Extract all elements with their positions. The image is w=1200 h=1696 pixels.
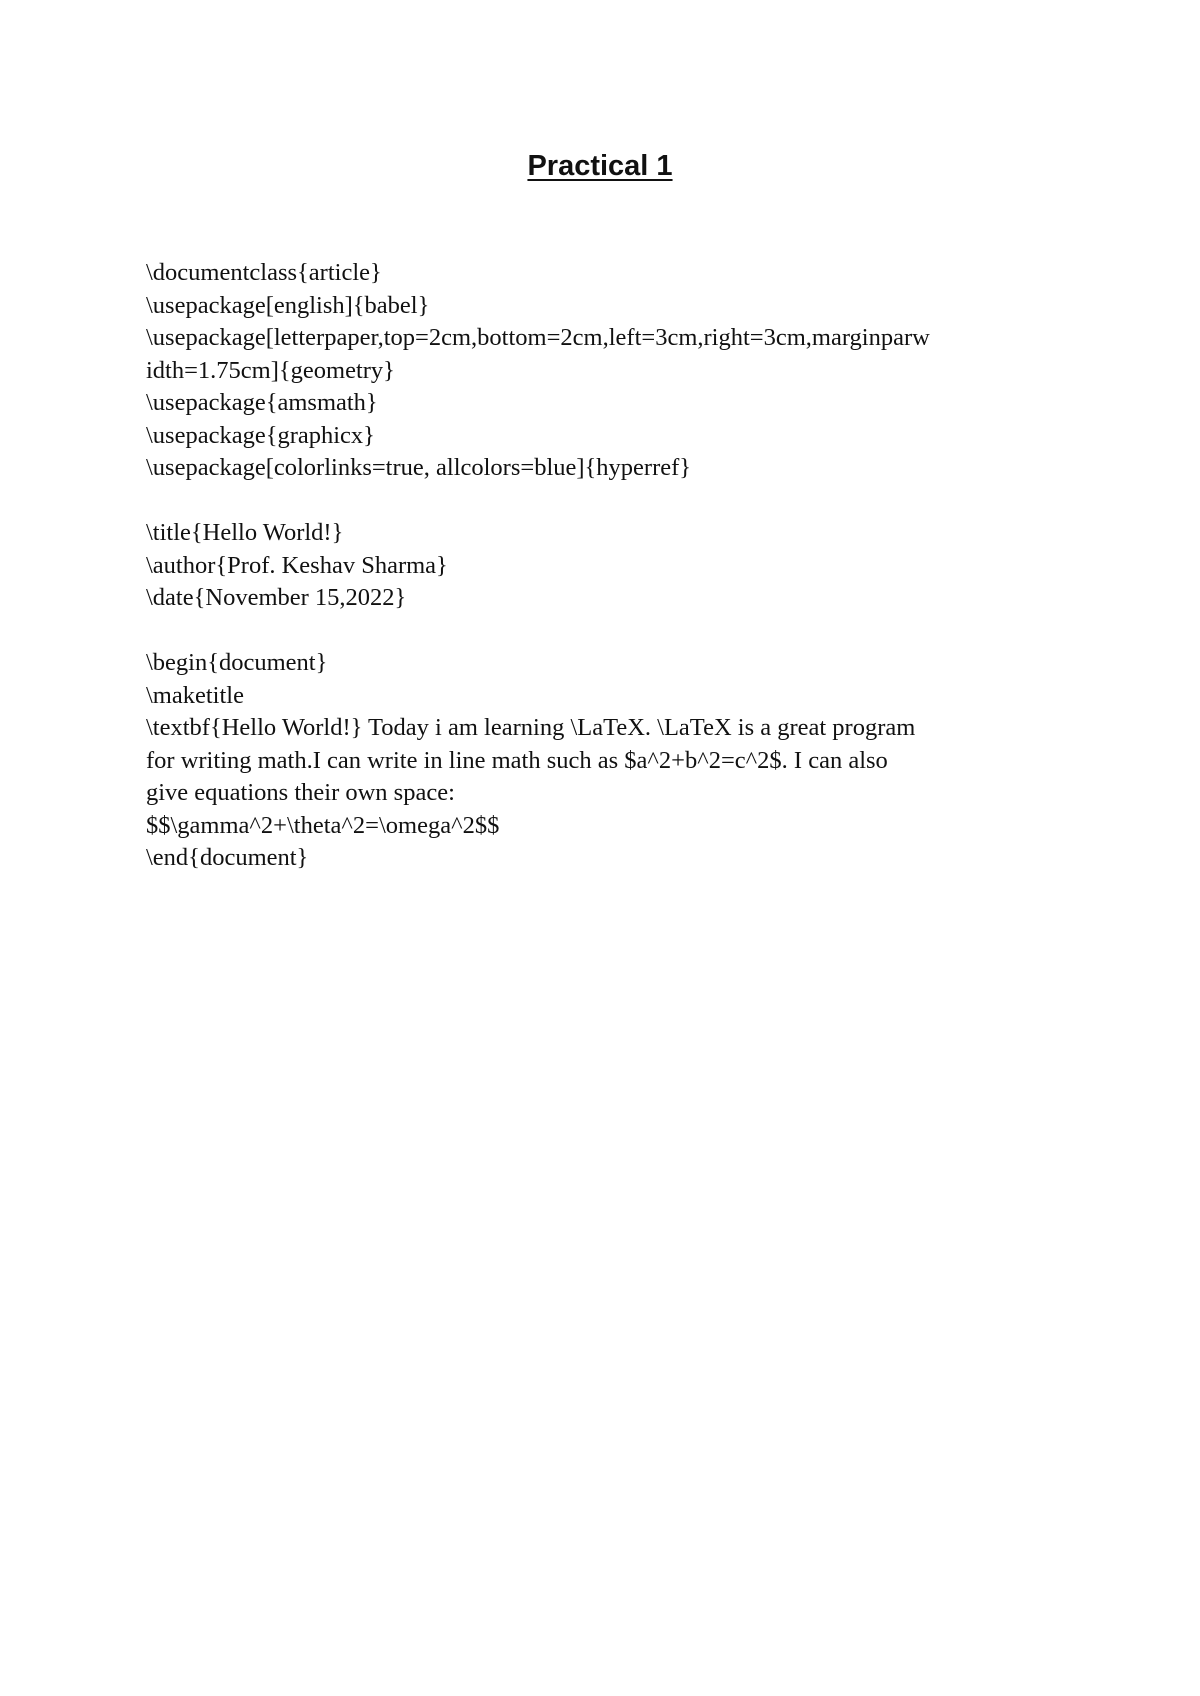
code-line: $$\gamma^2+\theta^2=\omega^2$$	[146, 811, 500, 839]
code-line: \textbf{Hello World!} Today i am learning \LaTeX. \LaTeX is a great program	[146, 714, 916, 741]
code-line: \author{Prof. Keshav Sharma}	[146, 551, 448, 579]
code-line: \usepackage[english]{babel}	[146, 291, 430, 319]
blank-line	[146, 615, 1076, 648]
latex-source-code	[146, 257, 1076, 875]
code-line: \maketitle	[146, 681, 244, 709]
code-line: \usepackage[letterpaper,top=2cm,bottom=2cm,left=3cm,right=3cm,marginparw	[146, 324, 930, 351]
code-line: \begin{document}	[146, 649, 328, 676]
code-line: for writing math.I can write in line math such as $a^2+b^2=c^2$. I can also	[146, 746, 888, 774]
code-line: \title{Hello World!}	[146, 519, 344, 546]
blank-line	[146, 485, 1076, 518]
code-line: idth=1.75cm]{geometry}	[146, 356, 395, 384]
code-line: \usepackage[colorlinks=true, allcolors=blue]{hyperref}	[146, 454, 692, 481]
code-line: \date{November 15,2022}	[146, 584, 407, 611]
code-line: \documentclass{article}	[146, 259, 382, 286]
code-line: \usepackage{amsmath}	[146, 389, 378, 416]
code-line: \end{document}	[146, 844, 309, 871]
code-line: \usepackage{graphicx}	[146, 421, 375, 449]
page-title: Practical 1	[527, 150, 673, 182]
code-line: give equations their own space:	[146, 779, 455, 806]
